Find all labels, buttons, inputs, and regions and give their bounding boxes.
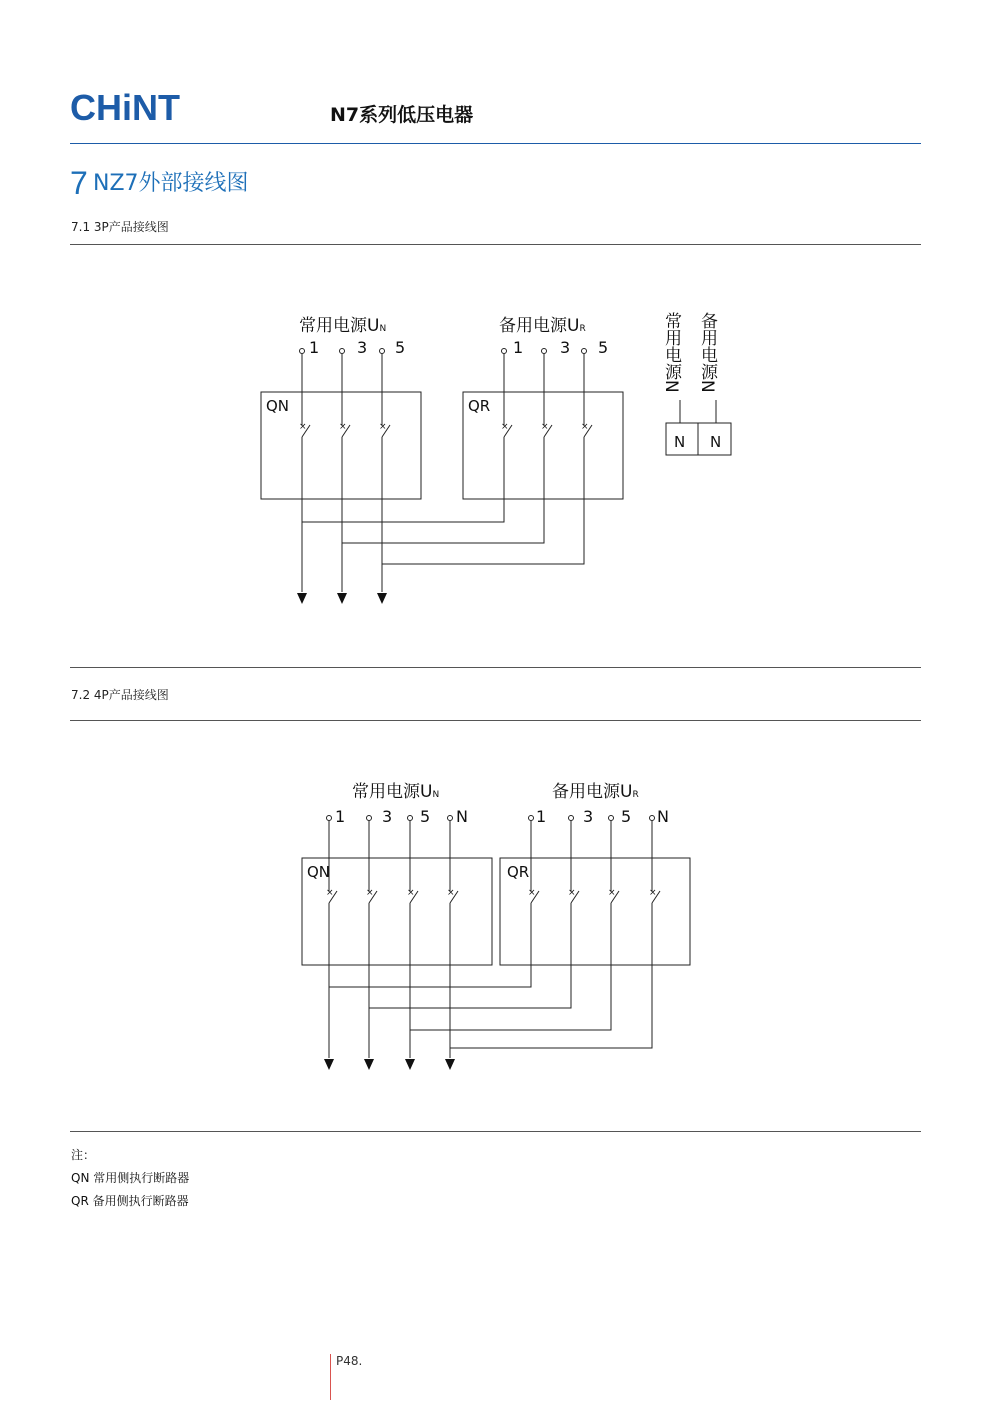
notes-heading: 注：: [71, 1148, 96, 1162]
svg-text:×: ×: [339, 422, 347, 432]
backup-source-n-vertical: 备用电源N: [697, 312, 717, 393]
svg-text:×: ×: [528, 888, 536, 898]
qr-label-4p: QR: [507, 863, 530, 881]
series-title: N7系列低压电器: [330, 104, 474, 126]
svg-text:×: ×: [541, 422, 549, 432]
terminal-label: 3: [357, 338, 368, 357]
normal-source-n-vertical: 常用电源N: [661, 312, 681, 393]
qn-poles-4p: [327, 816, 459, 1059]
terminal-label: 3: [583, 807, 594, 826]
qn-poles: [300, 349, 391, 593]
qn-label-4p: QN: [307, 863, 331, 881]
divider: [70, 1131, 921, 1132]
terminal-label: 5: [420, 807, 431, 826]
divider: [70, 720, 921, 721]
terminal-label: N: [657, 807, 669, 826]
svg-text:×: ×: [581, 422, 589, 432]
svg-text:×: ×: [379, 422, 387, 432]
svg-text:×: ×: [299, 422, 307, 432]
terminal-label: 3: [560, 338, 571, 357]
qn-note: QN 常用侧执行断路器: [71, 1171, 190, 1185]
normal-source-label-4p: 常用电源UN: [352, 782, 440, 802]
terminal-label: N: [456, 807, 468, 826]
qn-breaker-box-4p: [302, 858, 492, 965]
n-box-label: N: [710, 433, 722, 451]
chint-logo: CHiNT: [70, 87, 180, 128]
backup-source-label-3p: 备用电源UR: [499, 316, 586, 336]
subsection-4p-title: 7.2 4P产品接线图: [71, 688, 169, 702]
qn-label-3p: QN: [266, 397, 290, 415]
svg-text:×: ×: [447, 888, 455, 898]
qr-poles-4p: [329, 816, 660, 1049]
section-number: 7: [70, 165, 88, 201]
terminal-label: 1: [513, 338, 524, 357]
subsection-3p-title: 7.1 3P产品接线图: [71, 220, 169, 234]
diagram-4p: [302, 816, 690, 1071]
qr-note: QR 备用侧执行断路器: [71, 1194, 189, 1208]
terminal-label: 5: [395, 338, 406, 357]
terminal-label: 1: [536, 807, 547, 826]
svg-text:×: ×: [568, 888, 576, 898]
svg-text:×: ×: [326, 888, 334, 898]
section-title: NZ7外部接线图: [93, 171, 249, 196]
svg-text:×: ×: [649, 888, 657, 898]
backup-source-label-4p: 备用电源UR: [552, 782, 639, 802]
svg-text:×: ×: [366, 888, 374, 898]
output-arrows-4p: [324, 1059, 455, 1070]
svg-text:×: ×: [501, 422, 509, 432]
terminal-label: 1: [335, 807, 346, 826]
svg-text:×: ×: [608, 888, 616, 898]
terminal-label: 1: [309, 338, 320, 357]
qr-poles: [302, 349, 592, 565]
normal-source-label-3p: 常用电源UN: [299, 316, 387, 336]
output-arrows: [297, 593, 387, 604]
qr-label-3p: QR: [468, 397, 491, 415]
terminal-label: 3: [382, 807, 393, 826]
svg-text:×: ×: [407, 888, 415, 898]
page-marker: [330, 1354, 331, 1400]
divider: [70, 667, 921, 668]
n-box-label: N: [674, 433, 686, 451]
terminal-label: 5: [621, 807, 632, 826]
terminal-label: 5: [598, 338, 609, 357]
contact-marks: [299, 422, 589, 432]
page-number: P48.: [336, 1354, 363, 1368]
